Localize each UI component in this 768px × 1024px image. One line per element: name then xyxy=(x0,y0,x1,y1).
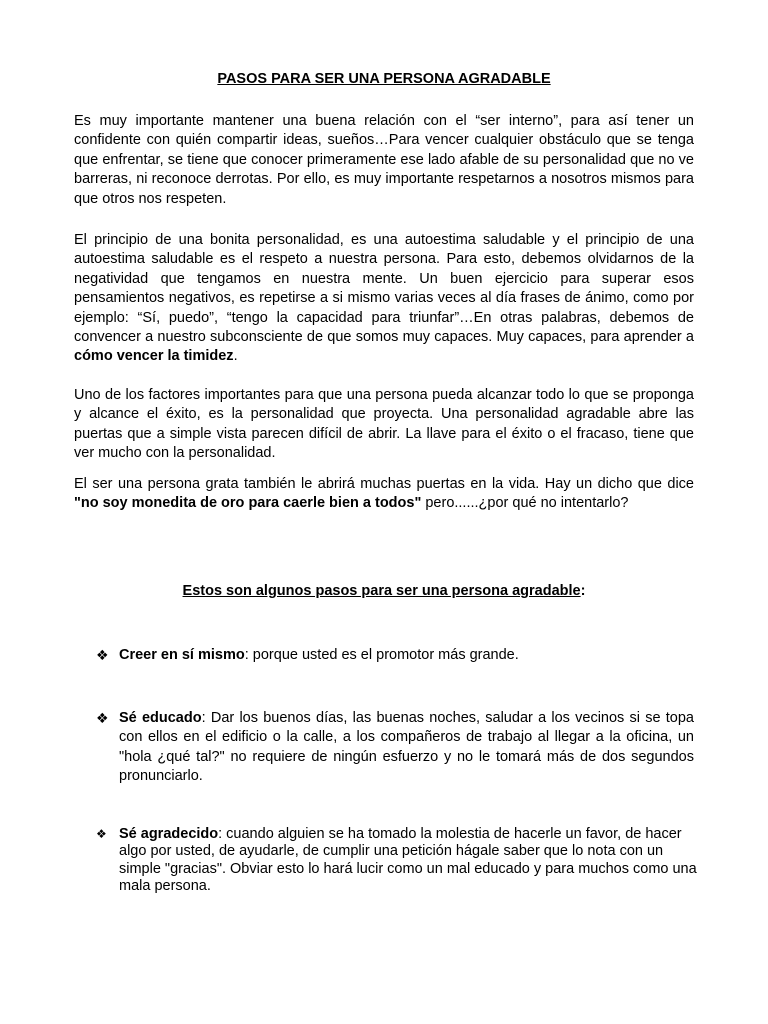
paragraph-4-text: El ser una persona grata también le abrirá muchas puertas en la vida. Hay un dicho que dice xyxy=(74,476,694,492)
paragraph-4-quote: "no soy monedita de oro para caerle bien a todos" xyxy=(74,495,422,512)
paragraph-4 xyxy=(74,475,694,514)
steps-subheading-text: Estos son algunos pasos para ser una persona agradable xyxy=(182,583,581,599)
list-item xyxy=(96,646,696,665)
list-item-label: Creer en sí mismo xyxy=(119,647,245,663)
steps-subheading xyxy=(74,582,694,601)
list-item-body: : cuando alguien se ha tomado la molestia de hacerle un favor, de hacer algo por usted, de ayudarle, de cumplir una petición hágale saber que lo nota con un simple "gracias". Obviar esto lo hará lucir como un mal educado y para muchos como una mala persona. xyxy=(119,826,697,895)
paragraph-2-bold-link-text: cómo vencer la timidez xyxy=(74,348,234,365)
paragraph-2-end: . xyxy=(233,348,238,365)
list-item-body: : porque usted es el promotor más grande. xyxy=(244,647,519,663)
paragraph-1: Es muy importante mantener una buena relación con el “ser interno”, para así tener un confidente con quién compartir ideas, sueños…Para vencer cualquier obstáculo que se tenga que enfrentar, se tiene que conocer primeramente ese lado afable de su personalidad que no ve barreras, ni reconoce derrotas. Por ello, es muy importante respetarnos a nosotros mismos para que otros nos respeten. xyxy=(74,113,694,207)
list-item xyxy=(96,709,696,787)
list-item xyxy=(96,826,696,896)
paragraph-2 xyxy=(74,231,694,367)
paragraph-2-text: El principio de una bonita personalidad, es una autoestima saludable y el principio de una autoestima saludable es el respeto a nuestra persona. Para esto, debemos olvidarnos de la negatividad que tengamos en nuestra mente. Un buen ejercicio para superar esos pensamientos negativos, es repetirse a si mismo varias veces al día frases de ánimo, como por ejemplo: “Sí, puedo”, “tengo la capacidad para triunfar”…En otras palabras, debemos de convencer a nuestro subconsciente de que somos muy capaces. Muy capaces, para aprender a xyxy=(74,232,694,346)
list-item-text xyxy=(119,826,699,896)
diamond-bullet-icon: ❖ xyxy=(96,827,107,841)
list-item-label: Sé educado xyxy=(119,710,202,726)
document-title: PASOS PARA SER UNA PERSONA AGRADABLE xyxy=(217,71,551,87)
list-item-label: Sé agradecido xyxy=(119,826,219,842)
list-item-body: : Dar los buenos días, las buenas noches, saludar a los vecinos si se topa con ellos en el edificio o la calle, a los compañeros de trabajo al llegar a la oficina, un "hola ¿qué tal?" no requiere de ningún esfuerzo y no le tomará más de dos segundos pronunciarlo. xyxy=(119,710,694,785)
diamond-bullet-icon: ❖ xyxy=(96,647,109,663)
list-item-text xyxy=(119,646,694,665)
list-item-text xyxy=(119,709,694,787)
paragraph-3: Uno de los factores importantes para que una persona pueda alcanzar todo lo que se proponga y alcance el éxito, es la personalidad que proyecta. Una personalidad agradable abre las puertas que a simple vista parecen difícil de abrir. La llave para el éxito o el fracaso, tiene que ver mucho con la personalidad. xyxy=(74,387,694,462)
diamond-bullet-icon: ❖ xyxy=(96,710,109,726)
steps-subheading-colon: : xyxy=(580,583,586,599)
paragraph-4-end: pero......¿por qué no intentarlo? xyxy=(421,495,629,512)
